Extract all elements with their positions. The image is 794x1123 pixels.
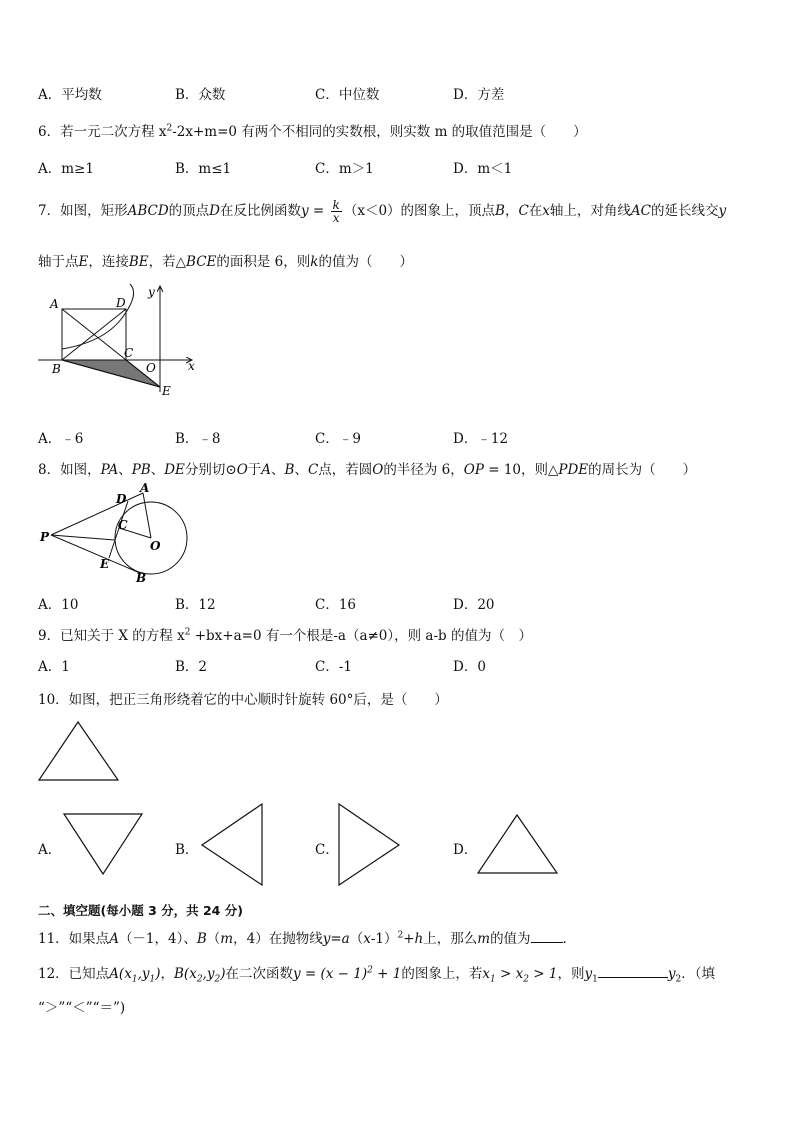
q11-text: （－1，4）、 — [118, 931, 197, 947]
q7-vertex-c: C — [518, 203, 529, 219]
q12-math: ,y — [137, 966, 150, 982]
q7-text: ，连接 — [88, 254, 129, 270]
q11-text: （ — [349, 931, 364, 947]
q5-option-b[interactable]: B．众数 — [175, 87, 226, 103]
q7-frac-den: x — [332, 211, 340, 225]
q7-hyperbola — [62, 284, 134, 349]
q7-label-e: E — [162, 384, 171, 398]
q8-text: = 10，则△ — [483, 462, 559, 478]
q7-frac-num: k — [332, 198, 340, 212]
q7-segment-be: BE — [128, 254, 149, 270]
q9-option-c[interactable]: C．-1 — [315, 659, 352, 675]
q7-text: 轴于点 — [38, 254, 79, 270]
q12-math: + 1 — [372, 966, 402, 982]
q8-label-c: C — [118, 518, 128, 532]
q7-k: k — [310, 254, 319, 270]
q12-function — [293, 966, 401, 982]
q8-text: 、 — [294, 462, 308, 478]
q11-superscript: 2 — [397, 930, 404, 941]
q7-stem-line1 — [38, 196, 726, 226]
q8-o: O — [372, 462, 384, 478]
q6-stem-part: -2x+m=0 有两个不相同的实数根，则实数 m 的取值范围是（ ） — [172, 124, 587, 140]
q7-option-b[interactable]: B．﹣8 — [175, 431, 221, 447]
q8-option-a[interactable]: A．10 — [38, 597, 79, 613]
q12-math: A(x — [109, 966, 132, 982]
q8-de: DE — [164, 462, 185, 478]
q7-option-d[interactable]: D．﹣12 — [453, 431, 509, 447]
q11-a-coef: a — [341, 931, 350, 947]
q8-pde: PDE — [558, 462, 589, 478]
q6-stem-part: 6．若一元二次方程 x — [38, 124, 167, 140]
q8-label-a: A — [140, 481, 150, 495]
q8-text: 8．如图， — [38, 462, 101, 478]
q7-vertex-b: B — [495, 203, 505, 219]
q7-x: x — [542, 203, 550, 219]
q7-stem-line2 — [38, 250, 413, 270]
q8-radius-oa — [143, 493, 151, 538]
q10-stem: 10．如图，把正三角形绕着它的中心顺时针旋转 60°后，是（ ） — [38, 692, 448, 708]
q7-vertex: D — [209, 203, 220, 219]
q8-text: 、 — [118, 462, 132, 478]
q8-text: 的周长为（ ） — [588, 462, 697, 478]
q7-diagonal: AC — [630, 203, 652, 219]
q7-label-d: D — [116, 296, 126, 310]
q8-pa: PA — [100, 462, 119, 478]
q7-func-eq: = — [308, 203, 329, 219]
q6-superscript: 2 — [166, 123, 173, 134]
q7-fraction — [331, 199, 342, 224]
q7-label-a: A — [50, 297, 59, 311]
q7-text: ， — [504, 203, 519, 219]
q9-option-b[interactable]: B．2 — [175, 659, 208, 675]
q8-option-d[interactable]: D．20 — [453, 597, 495, 613]
q11-text: = — [330, 931, 342, 947]
q10-original-triangle — [36, 718, 122, 784]
q8-label-e: E — [100, 557, 110, 571]
q11-a: A — [109, 931, 119, 947]
q11-x: x — [363, 931, 371, 947]
q11-text: ，4）在抛物线 — [233, 931, 323, 947]
q8-option-b[interactable]: B．12 — [175, 597, 216, 613]
q11-text: （ — [206, 931, 221, 947]
q9-stem — [38, 624, 532, 644]
q7-func-y: y — [301, 203, 309, 219]
q11-text: 的值为 — [490, 931, 531, 947]
q12-math: ) — [155, 966, 161, 982]
q7-text: 7．如图，矩形 — [38, 203, 128, 219]
q9-text: 9．已知关于 X 的方程 x — [38, 628, 185, 644]
q10-option-d-triangle[interactable] — [476, 812, 560, 876]
q7-label-o: O — [146, 361, 156, 375]
q10-option-a-triangle[interactable] — [62, 810, 144, 878]
q7-text: 的面积是 6，则 — [216, 254, 311, 270]
q12-text: ， — [160, 966, 174, 982]
triangle-right-shape — [339, 804, 399, 885]
q8-text: 、 — [271, 462, 285, 478]
q8-label-b: B — [136, 571, 147, 585]
q8-label-p: P — [40, 530, 50, 544]
q7-text: （x＜0）的图象上，顶点 — [343, 203, 496, 219]
q12-math: > 1 — [528, 966, 558, 982]
q11-text: 上，那么 — [423, 931, 478, 947]
q7-rect-name: ABCD — [127, 203, 169, 219]
q12-text: 的图象上，若 — [401, 966, 483, 982]
q12-math: x — [482, 966, 490, 982]
q7-figure — [34, 280, 204, 410]
q6-option-c[interactable]: C．m＞1 — [315, 161, 374, 177]
q10-option-b-triangle[interactable] — [198, 802, 266, 888]
q9-text: +bx+a=0 有一个根是-a（a≠0），则 a-b 的值为（ ） — [190, 628, 532, 644]
q12-text: ．（填 — [681, 966, 715, 982]
q12-math: > x — [495, 966, 524, 982]
q12-text: 在二次函数 — [225, 966, 293, 982]
q8-text: 点，若圆 — [318, 462, 373, 478]
q12-answer-blank[interactable] — [598, 977, 668, 978]
q9-option-d[interactable]: D．0 — [453, 659, 486, 675]
q11-text: ． — [562, 931, 577, 947]
q12-subscript: 2 — [675, 974, 682, 985]
q12-point-a — [109, 966, 161, 985]
q5-option-a[interactable]: A．平均数 — [38, 87, 102, 103]
q7-label-x: x — [188, 359, 195, 373]
q12-point-b — [174, 966, 226, 985]
q6-option-a[interactable]: A．m≥1 — [38, 161, 94, 177]
q12-math: ) — [220, 966, 226, 982]
q8-text: 分别切⊙ — [184, 462, 237, 478]
q12-subscript: 1 — [489, 974, 496, 985]
q7-label-b: B — [52, 362, 61, 376]
q8-figure — [34, 478, 194, 588]
triangle-up-shape — [478, 815, 557, 873]
q12-text: ，则 — [557, 966, 585, 982]
q12-superscript: 2 — [367, 965, 373, 976]
q7-label-y: y — [148, 285, 155, 299]
triangle-up-shape — [39, 722, 118, 780]
q11-stem — [38, 927, 576, 947]
q7-text: ，若△ — [148, 254, 187, 270]
q7-y: y — [718, 203, 727, 219]
q8-tangent-pb — [51, 535, 140, 573]
q8-stem — [38, 458, 696, 478]
q9-superscript: 2 — [184, 627, 191, 638]
q6-option-b[interactable]: B．m≤1 — [175, 161, 232, 177]
q7-text: 的延长线交 — [651, 203, 719, 219]
q7-text: 的值为（ ） — [318, 254, 413, 270]
q11-m: m — [220, 931, 234, 947]
q9-option-a[interactable]: A．1 — [38, 659, 70, 675]
q11-text: + — [403, 931, 415, 947]
q8-pb: PB — [131, 462, 151, 478]
q12-math: y = (x − 1) — [292, 966, 368, 982]
q8-label-o: O — [150, 539, 161, 553]
q8-o: O — [236, 462, 248, 478]
q12-subscript: 1 — [592, 974, 598, 985]
q12-stem-line2: “＞”“＜”“＝”) — [38, 1000, 126, 1016]
q7-text: 在反比例函数 — [220, 203, 301, 219]
q10-option-c-triangle[interactable] — [336, 802, 404, 888]
q11-text: -1） — [370, 931, 398, 947]
q11-answer-blank[interactable] — [531, 942, 563, 943]
q5-option-c[interactable]: C．中位数 — [315, 87, 380, 103]
q12-stem-line1 — [38, 962, 715, 985]
q10-option-c-label[interactable]: C． — [315, 842, 339, 858]
triangle-left-shape — [202, 804, 262, 885]
triangle-down-shape — [64, 814, 142, 874]
q12-subscript: 2 — [523, 974, 529, 985]
q8-a: A — [261, 462, 272, 478]
q8-label-d: D — [116, 492, 127, 506]
q12-subscript: 2 — [214, 974, 221, 985]
q12-y1: y — [584, 966, 593, 982]
q5-option-d[interactable]: D．方差 — [453, 87, 505, 103]
q12-math: ,y — [202, 966, 215, 982]
q8-tangent-pa — [51, 493, 143, 535]
q8-op: OP — [463, 462, 484, 478]
q12-subscript: 2 — [196, 974, 203, 985]
q7-text: 轴上，对角线 — [549, 203, 631, 219]
q10-option-d-label[interactable]: D． — [453, 842, 478, 858]
q11-b: B — [196, 931, 207, 947]
q8-text: 、 — [150, 462, 165, 478]
q7-label-c: C — [124, 346, 134, 360]
q8-c: C — [307, 462, 319, 478]
q11-m: m — [477, 931, 491, 947]
q11-h: h — [414, 931, 424, 947]
q12-math: B(x — [174, 966, 197, 982]
q6-option-d[interactable]: D．m＜1 — [453, 161, 513, 177]
q12-y2: y — [667, 966, 676, 982]
q7-text: 的顶点 — [168, 203, 210, 219]
q7-option-a[interactable]: A．﹣6 — [38, 431, 84, 447]
q8-text: 于 — [247, 462, 262, 478]
q12-text: 12．已知点 — [38, 966, 110, 982]
section-2-title: 二、填空题(每小题 3 分，共 24 分) — [38, 903, 243, 918]
q8-text: 的半径为 6， — [383, 462, 464, 478]
q11-text: 11．如果点 — [38, 931, 110, 947]
q12-subscript: 1 — [131, 974, 138, 985]
q10-option-b-label[interactable]: B． — [175, 842, 199, 858]
q12-subscript: 1 — [149, 974, 156, 985]
q8-option-c[interactable]: C．16 — [315, 597, 357, 613]
q7-option-c[interactable]: C．﹣9 — [315, 431, 361, 447]
q7-triangle-bce: BCE — [186, 254, 217, 270]
q8-b: B — [284, 462, 295, 478]
q10-option-a-label[interactable]: A． — [38, 842, 62, 858]
q7-text: 在 — [528, 203, 543, 219]
q11-y: y — [322, 931, 331, 947]
q12-condition — [482, 966, 558, 985]
q7-point-e: E — [78, 254, 89, 270]
q6-stem — [38, 120, 587, 140]
